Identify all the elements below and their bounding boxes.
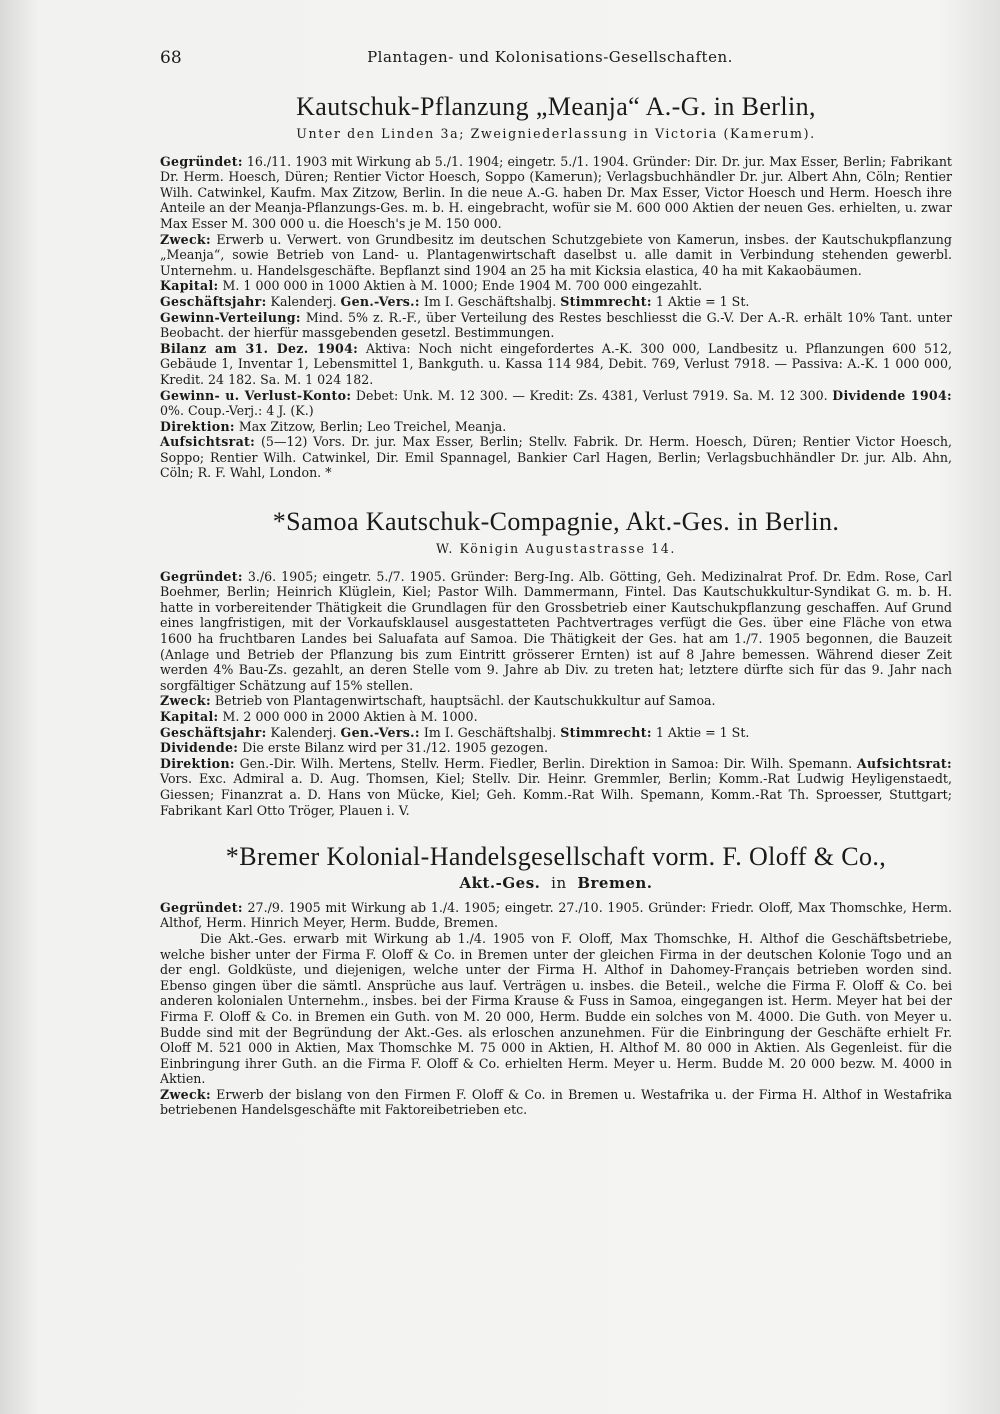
- board-label: Aufsichtsrat:: [160, 434, 256, 450]
- founded-label: Gegründet:: [160, 568, 243, 584]
- purpose-text: Erwerb u. Verwert. von Grundbesitz im deutschen Schutzgebiete von Kamerun, insbes. der Kautschukpflanzung „Meanja“, sowie Betrieb von Land- u. Plantagenwirtschaft daselbst u. alle damit in Verbindung stehenden gewerbl. Unternehm. u. Handelsgeschäfte. Bepflanzt sind 1904 an 25 ha mit Kicksia elastica, 40 ha mit Kakaobäumen.: [160, 231, 952, 278]
- dividend-label: Dividende 1904:: [832, 387, 952, 403]
- capital-paragraph: [160, 709, 952, 725]
- founded-text: 16./11. 1903 mit Wirkung ab 5./1. 1904; eingetr. 5./1. 1904. Gründer: Dir. Dr. jur. Max Esser, Berlin; Fabrikant Dr. Herm. Hoesch, Düren; Rentier Victor Hoesch, Soppo (Kamerun); Verlagsbuchhändler Dr. jur. Albert Ahn, Cöln; Rentier Wilh. Catwinkel, Kaufm. Max Zitzow, Berlin. In die neue A.-G. haben Dr. Max Esser, Victor Hoesch und Herm. Hoesch ihre Anteile an der Meanja-Pflanzungs-Ges. m. b. H. eingebracht, wofür sie M. 600 000 Aktien der neuen Ges. erhielten, u. zwar Max Esser M. 300 000 u. die Hoesch's je M. 150 000.: [160, 153, 952, 231]
- founded-paragraph: [160, 569, 952, 694]
- fiscal-paragraph: [160, 294, 952, 310]
- purpose-paragraph: [160, 1087, 952, 1118]
- dividend-text: 0%. Coup.-Verj.: 4 J. (K.): [160, 403, 314, 419]
- board-text: Vors. Exc. Admiral a. D. Aug. Thomsen, Kiel; Stellv. Dir. Heinr. Gremmler, Berlin; Komm.-Rat Ludwig Heyligenstaedt, Giessen; Finanzrat a. D. Hans von Mücke, Kiel; Geh. Komm.-Rat Wilh. Spemann, Komm.-Rat Th. Sproesser, Stuttgart; Fabrikant Karl Otto Tröger, Plauen i. V.: [160, 771, 952, 818]
- profit-loss-paragraph: [160, 388, 952, 419]
- founded-text: 27./9. 1905 mit Wirkung ab 1./4. 1905; eingetr. 27./10. 1905. Gründer: Friedr. Oloff, Max Thomschke, Herm. Althof, Herm. Hinrich Meyer, Herm. Budde, Bremen.: [160, 899, 952, 931]
- directors-text: Gen.-Dir. Wilh. Mertens, Stellv. Herm. Fiedler, Berlin. Direktion in Samoa: Dir. Wilh. Spemann.: [239, 755, 853, 771]
- capital-label: Kapital:: [160, 278, 219, 294]
- purpose-label: Zweck:: [160, 231, 211, 247]
- company-address: Unter den Linden 3a; Zweigniederlassung in Victoria (Kamerum).: [296, 126, 816, 141]
- dividend-paragraph: [160, 740, 952, 756]
- capital-text: M. 2 000 000 in 2000 Aktien à M. 1000.: [222, 709, 478, 724]
- city-text: Bremen.: [577, 874, 653, 893]
- board-text: (5—12) Vors. Dr. jur. Max Esser, Berlin; Stellv. Fabrik. Dr. Herm. Hoesch, Düren; Rentier Victor Hoesch, Soppo; Rentier Wilh. Catwinkel, Dir. Emil Spannagel, Bankier Carl Hagen, Berlin; Verlagsbuchhändler Dr. jur. Alb. Ahn, Cöln; R. F. Wahl, London. *: [160, 434, 953, 481]
- voting-right-text: 1 Aktie = 1 St.: [655, 724, 750, 740]
- general-meeting-text: Im I. Geschäftshalbj.: [423, 293, 557, 309]
- company-address: W. Königin Augustastrasse 14.: [435, 541, 676, 557]
- purpose-paragraph: [160, 232, 952, 279]
- general-meeting-text: Im I. Geschäftshalbj.: [423, 724, 557, 740]
- founded-label: Gegründet:: [160, 153, 243, 169]
- profit-loss-text: Debet: Unk. M. 12 300. — Kredit: Zs. 4381, Verlust 7919. Sa. M. 12 300.: [355, 387, 828, 403]
- directors-paragraph: [160, 756, 952, 818]
- directors-paragraph: [160, 419, 952, 435]
- profit-paragraph: [160, 310, 952, 341]
- page-content: [160, 92, 952, 1118]
- general-meeting-label: Gen.-Vers.:: [340, 724, 420, 740]
- founded-label: Gegründet:: [160, 899, 243, 915]
- capital-paragraph: [160, 278, 952, 294]
- directors-text: Max Zitzow, Berlin; Leo Treichel, Meanja.: [238, 418, 507, 434]
- company-entry-bremer: [160, 842, 952, 1118]
- purpose-text: Betrieb von Plantagenwirtschaft, hauptsächl. der Kautschukkultur auf Samoa.: [214, 693, 716, 709]
- fiscal-paragraph: [160, 725, 952, 741]
- founded-paragraph: [160, 154, 952, 232]
- purpose-text: Erwerb der bislang von den Firmen F. Oloff & Co. in Bremen u. Westafrika u. der Firma H. Althof in Westafrika betriebenen Handelsgeschäfte mit Faktoreibetrieben etc.: [160, 1086, 952, 1118]
- company-legal-form: [160, 876, 952, 892]
- legal-form-text: Akt.-Ges.: [459, 874, 541, 893]
- board-paragraph: [160, 434, 952, 481]
- company-title: Kautschuk-Pflanzung „Meanja“ A.-G. in Berlin,: [296, 92, 816, 121]
- profit-label: Gewinn-Verteilung:: [160, 309, 301, 325]
- purpose-paragraph: [160, 693, 952, 709]
- fiscal-year-label: Geschäftsjahr:: [160, 293, 267, 309]
- general-meeting-label: Gen.-Vers.:: [340, 293, 420, 309]
- company-entry-meanja: [160, 92, 952, 481]
- page-header: [160, 44, 940, 74]
- directors-label: Direktion:: [160, 755, 235, 771]
- capital-label: Kapital:: [160, 709, 219, 724]
- founded-text: 3./6. 1905; eingetr. 5./7. 1905. Gründer: Berg-Ing. Alb. Götting, Geh. Medizinalrat Prof. Dr. Edm. Rose, Carl Boehmer, Berlin; Heinrich Klüglein, Kiel; Pastor Wilh. Dammermann, Fintel. Das Kautschukkultur-Syndikat G. m. b. H. hatte in vorbereitender Thätigkeit die Grundlagen für den Grossbetrieb einer Kautschukpflanzung geschaffen. Auf Grund eines langfristigen, mit der Vorkaufsklausel ausgestatteten Pachtvertrages verfügt die Ges. über eine Fläche von etwa 1600 ha fruchtbaren Landes bei Saluafata auf Samoa. Die Thätigkeit der Ges. hat am 1./7. 1905 begonnen, die Bauzeit (Anlage und Betrieb der Pflanzung bis zum Eintritt grösserer Ernten) ist auf 8 Jahre bemessen. Während dieser Zeit werden 4% Bau-Zs. gezahlt, an deren Stelle vom 9. Jahre ab Div. zu treten hat; letztere dürfte sich für das 9. Jahr nach sorgfältiger Schätzung auf 15% stellen.: [160, 568, 952, 693]
- founded-paragraph: [160, 900, 952, 931]
- directors-label: Direktion:: [160, 418, 235, 434]
- profit-loss-label: Gewinn- u. Verlust-Konto:: [160, 387, 352, 403]
- dividend-text: Die erste Bilanz wird per 31./12. 1905 gezogen.: [242, 740, 549, 756]
- company-title: *Samoa Kautschuk-Compagnie, Akt.-Ges. in Berlin.: [272, 507, 840, 537]
- page-number: 68: [160, 48, 182, 68]
- acquisition-paragraph: Die Akt.-Ges. erwarb mit Wirkung ab 1./4. 1905 von F. Oloff, Max Thomschke, H. Althof die Geschäftsbetriebe, welche bisher unter der Firma F. Oloff & Co. in Bremen unter der gleichen Firma in der deutschen Kolonie Togo und an der engl. Goldküste, und diejenigen, welche unter der Firma H. Althof in Dahomey-Français betrieben worden sind. Ebenso gingen über die sämtl. Ansprüche aus lauf. Verträgen u. insbes. die Beteil., welche die Firma F. Oloff & Co. bei anderen kolonialen Unternehm., insbes. bei der Firma Krause & Fuss in Samoa, eingegangen ist. Herm. Meyer hat bei der Firma F. Oloff & Co. in Bremen ein Guth. von M. 20 000, Herm. Budde ein solches von M. 4000. Die Guth. von Meyer u. Budde sind mit der Begründung der Akt.-Ges. als erloschen anzunehmen. Für die Einbringung der Geschäfte erhielt Fr. Oloff M. 521 000 in Aktien, Max Thomschke M. 75 000 in Aktien, H. Althof M. 80 000 in Aktien. Als Gegenleist. für die Einbringung ihrer Guth. an die Firma F. Oloff & Co. erhielten Herm. Meyer u. Herm. Budde M. 20 000 bezw. M. 4000 in Aktien.: [160, 930, 952, 1087]
- company-title: *Bremer Kolonial-Handelsgesellschaft vorm. F. Oloff & Co.,: [225, 842, 887, 872]
- fiscal-year-text: Kalenderj.: [270, 293, 337, 309]
- company-entry-samoa: [160, 507, 952, 818]
- balance-paragraph: [160, 341, 952, 388]
- purpose-label: Zweck:: [160, 693, 211, 709]
- running-head: Plantagen- und Kolonisations-Gesellschaften.: [367, 48, 733, 66]
- purpose-label: Zweck:: [160, 1086, 211, 1102]
- fiscal-year-text: Kalenderj.: [270, 724, 337, 740]
- balance-label: Bilanz am 31. Dez. 1904:: [160, 340, 359, 356]
- voting-right-label: Stimmrecht:: [560, 293, 652, 309]
- capital-text: M. 1 000 000 in 1000 Aktien à M. 1000; Ende 1904 M. 700 000 eingezahlt.: [222, 278, 703, 294]
- profit-text: Mind. 5% z. R.-F., über Verteilung des Restes beschliesst die G.-V. Der A.-R. erhält 10% Tant. unter Beobacht. der hierfür massgebenden gesetzl. Bestimmungen.: [160, 309, 952, 341]
- voting-right-label: Stimmrecht:: [560, 724, 652, 740]
- fiscal-year-label: Geschäftsjahr:: [160, 724, 267, 740]
- dividend-label: Dividende:: [160, 740, 239, 756]
- voting-right-text: 1 Aktie = 1 St.: [655, 293, 750, 309]
- balance-text: Aktiva: Noch nicht eingefordertes A.-K. 300 000, Landbesitz u. Pflanzungen 600 512, Gebäude 1, Inventar 1, Lebensmittel 1, Bankguth. u. Kassa 114 984, Debit. 769, Verlust 7918. — Passiva: A.-K. 1 000 000, Kredit. 24 182. Sa. M. 1 024 182.: [160, 340, 953, 387]
- in-text: in: [551, 874, 567, 893]
- board-label: Aufsichtsrat:: [856, 755, 952, 771]
